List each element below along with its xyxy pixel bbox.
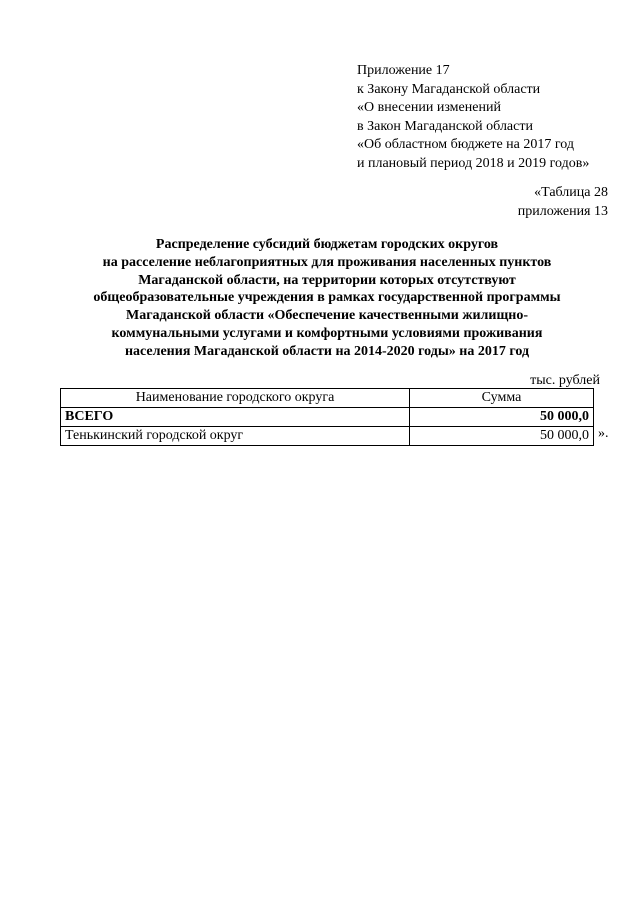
document-title <box>60 236 594 361</box>
title-line: населения Магаданской области на 2014-2020 годы» на 2017 год <box>124 343 530 359</box>
table-header-row <box>61 389 594 408</box>
annex-line: и плановый период 2018 и 2019 годов» <box>357 155 590 171</box>
cell-name: Тенькинский городской округ <box>61 427 410 446</box>
closing-quote-mark: ». <box>598 426 609 441</box>
distribution-table <box>60 388 594 446</box>
annex-line: «О внесении изменений <box>357 100 501 116</box>
table-row-total <box>61 408 594 427</box>
table-ref-line: приложения 13 <box>517 203 608 219</box>
cell-sum: 50 000,0 <box>410 408 594 427</box>
annex-line: к Закону Магаданской области <box>357 81 541 97</box>
title-line: общеобразовательные учреждения в рамках государственной программы <box>93 290 561 306</box>
title-line: Распределение субсидий бюджетам городских округов <box>155 237 499 252</box>
table-ref-line: «Таблица 28 <box>534 185 608 200</box>
table-row <box>61 427 594 446</box>
header-district-name: Наименование городского округа <box>61 389 410 408</box>
annex-block <box>357 62 589 174</box>
units-label: тыс. рублей <box>530 373 600 388</box>
annex-line: в Закон Магаданской области <box>357 118 533 134</box>
annex-line: «Об областном бюджете на 2017 год <box>357 137 574 153</box>
title-line: коммунальными услугами и комфортными условиями проживания <box>111 325 543 341</box>
title-line: Магаданской области «Обеспечение качественными жилищно- <box>125 308 529 324</box>
annex-line: Приложение 17 <box>357 63 450 78</box>
header-sum: Сумма <box>410 389 594 408</box>
cell-sum: 50 000,0 <box>410 427 594 446</box>
table-reference <box>518 184 608 221</box>
title-line: Магаданской области, на территории которых отсутствуют <box>138 272 516 288</box>
cell-name: ВСЕГО <box>61 408 410 427</box>
title-line: на расселение неблагоприятных для проживания населенных пунктов <box>102 254 552 270</box>
